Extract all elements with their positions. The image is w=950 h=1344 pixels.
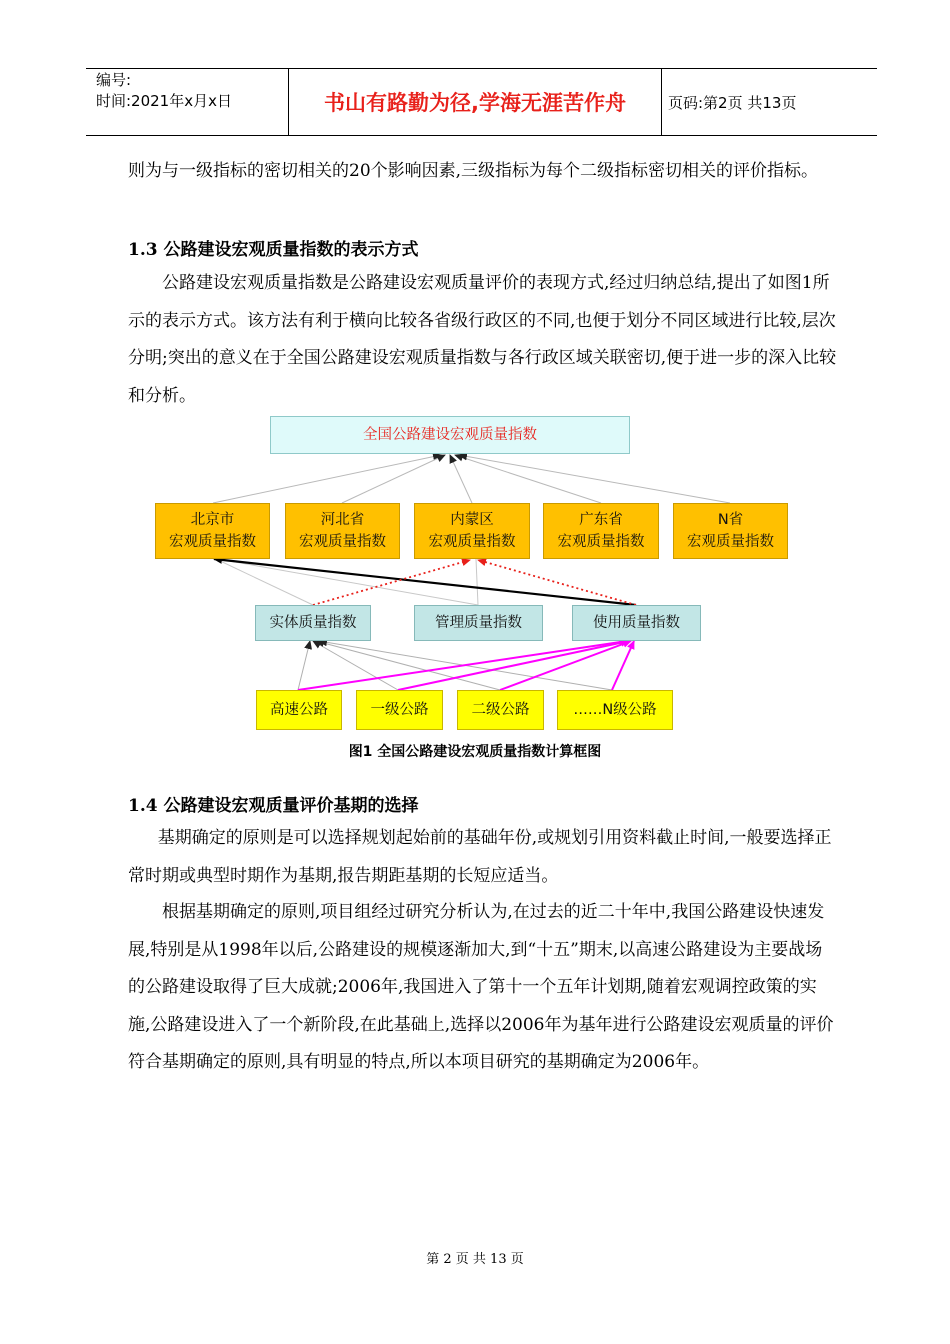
node-national-index-label: 全国公路建设宏观质量指数 bbox=[363, 427, 537, 443]
node-usage-quality-index bbox=[572, 605, 701, 641]
connector-line bbox=[214, 559, 636, 605]
paragraph-1-4-b: 根据基期确定的原则,项目组经过研究分析认为,在过去的近二十年中,我国公路建设快速发展,特别是从1998年以后,公路建设的规模逐渐加大,到“十五”期末,以高速公路建设为主要战场的公路建设取得了巨大成就;2006年,我国进入了第十一个五年计划期,随着宏观调控政策的实施,公路建设进入了一个新阶段,在此基础上,选择以2006年为基年进行公路建设宏观质量的评价符合基期确定的原则,具有明显的特点,所以本项目研究的基期确定为2006年。 bbox=[128, 902, 834, 1072]
node-road-label: 一级公路 bbox=[370, 702, 429, 718]
node-province-beijing bbox=[155, 503, 270, 559]
connector-line bbox=[298, 641, 627, 690]
node-entity-quality-index bbox=[255, 605, 371, 641]
header-number: 编号: bbox=[96, 71, 132, 89]
node-road-classn bbox=[557, 690, 673, 730]
node-road-label: 二级公路 bbox=[471, 702, 530, 718]
node-province-neimenggu bbox=[414, 503, 530, 559]
connector-line bbox=[476, 559, 478, 605]
node-index-label: 使用质量指数 bbox=[593, 615, 680, 631]
paragraph-1-4-a: 基期确定的原则是可以选择规划起始前的基础年份,或规划引用资料截止时间,一般要选择正常时期或典型时期作为基期,报告期距基期的长短应适当。 bbox=[128, 828, 832, 886]
node-road-class1 bbox=[356, 690, 443, 730]
node-province-sub: 宏观质量指数 bbox=[557, 534, 645, 550]
node-province-sub: 宏观质量指数 bbox=[169, 534, 256, 550]
paragraph-1-3: 公路建设宏观质量指数是公路建设宏观质量评价的表现方式,经过归纳总结,提出了如图1所示的表示方式。该方法有利于横向比较各省级行政区的不同,也便于划分不同区域进行比较,层次分明;突出的意义在于全国公路建设宏观质量指数与各行政区域关联密切,便于进一步的深入比较和分析。 bbox=[128, 273, 837, 406]
connector-line bbox=[455, 455, 601, 503]
connector-line bbox=[313, 560, 470, 605]
connector-line bbox=[298, 641, 310, 690]
connector-line bbox=[450, 455, 472, 503]
node-road-expressway bbox=[256, 690, 342, 730]
header-page-number: 页码:第2页 共13页 bbox=[668, 94, 797, 112]
connector-line bbox=[398, 641, 629, 690]
node-province-name: 北京市 bbox=[190, 512, 235, 528]
node-province-hebei bbox=[285, 503, 400, 559]
connector-line bbox=[459, 455, 730, 503]
node-province-name: 河北省 bbox=[320, 512, 365, 528]
header-motto: 书山有路勤为径,学海无涯苦作舟 bbox=[324, 91, 626, 115]
section-heading-1-4: 1.4 公路建设宏观质量评价基期的选择 bbox=[128, 796, 419, 816]
node-province-sub: 宏观质量指数 bbox=[299, 534, 386, 550]
connector-line bbox=[612, 641, 634, 690]
connector-line bbox=[218, 559, 478, 605]
node-road-class2 bbox=[457, 690, 544, 730]
node-province-sub: 宏观质量指数 bbox=[687, 534, 774, 550]
connector-line bbox=[313, 641, 398, 690]
header-time: 时间:2021年x月x日 bbox=[96, 92, 232, 110]
node-road-label: 高速公路 bbox=[270, 702, 328, 718]
connector-line bbox=[342, 455, 445, 503]
section-heading-1-3: 1.3 公路建设宏观质量指数的表示方式 bbox=[128, 240, 419, 260]
node-province-sub: 宏观质量指数 bbox=[428, 534, 516, 550]
node-province-name: 内蒙区 bbox=[450, 512, 494, 528]
node-province-name: N省 bbox=[717, 512, 744, 528]
node-index-label: 管理质量指数 bbox=[435, 615, 522, 631]
node-province-guangdong bbox=[543, 503, 659, 559]
node-management-quality-index bbox=[414, 605, 543, 641]
connector-line bbox=[213, 455, 441, 503]
connector-line bbox=[216, 559, 313, 605]
node-road-label: ……N级公路 bbox=[573, 702, 657, 718]
page-footer: 第 2 页 共 13 页 bbox=[426, 1252, 524, 1267]
node-province-n bbox=[673, 503, 788, 559]
paragraph-continued: 则为与一级指标的密切相关的20个影响因素,三级指标为每个二级指标密切相关的评价指标。 bbox=[128, 161, 819, 181]
connector-line bbox=[478, 560, 636, 605]
node-national-index bbox=[270, 416, 630, 454]
node-index-label: 实体质量指数 bbox=[269, 615, 357, 631]
node-province-name: 广东省 bbox=[579, 512, 623, 528]
figure-caption: 图1 全国公路建设宏观质量指数计算框图 bbox=[348, 744, 602, 760]
